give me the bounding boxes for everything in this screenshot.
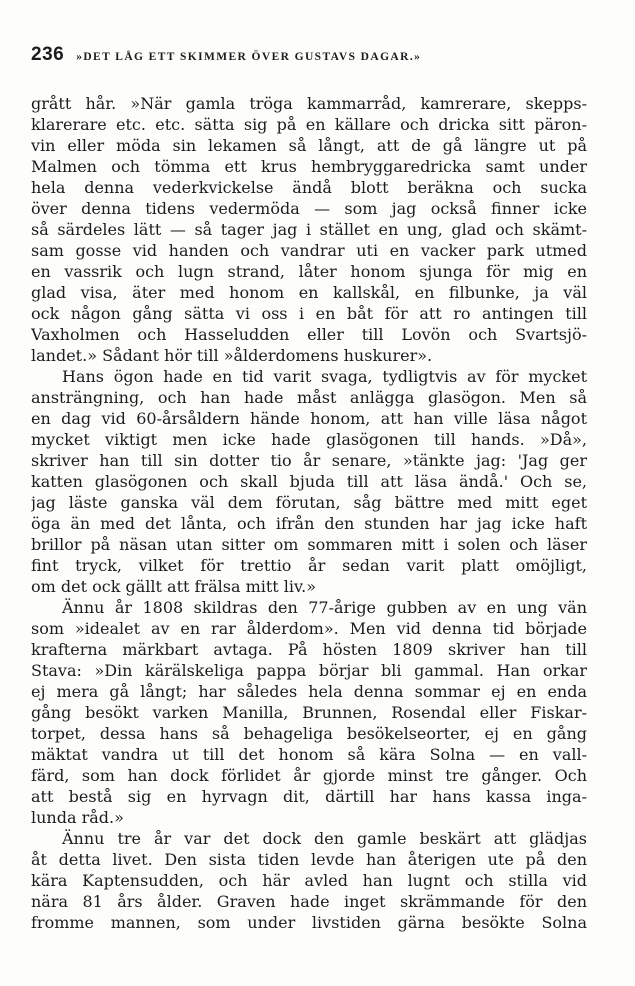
- text-line: att bestå sig en hyrvagn dit, därtill har hans kassa inga-: [31, 787, 587, 806]
- running-title: »DET LÅG ETT SKIMMER ÖVER GUSTAVS DAGAR.»: [76, 51, 422, 63]
- text-line: nära 81 års ålder. Graven hade inget skrämmande för den: [31, 892, 587, 911]
- text-line: ej mera gå långt; har således hela denna sommar ej en enda: [31, 682, 587, 701]
- text-line: mäktat vandra ut till det honom så kära Solna — en vall-: [31, 745, 587, 764]
- text-line: fromme mannen, som under livstiden gärna besökte Solna: [31, 913, 587, 932]
- text-line: öga än med det lånta, och ifrån den stunden har jag icke haft: [31, 514, 587, 533]
- text-line: skriver han till sin dotter tio år senare, »tänkte jag: 'Jag ger: [31, 451, 587, 470]
- text-line: en vassrik och lugn strand, låter honom sjunga för mig en: [31, 262, 587, 281]
- text-line: glad visa, äter med honom en kallskål, en filbunke, ja väl: [31, 283, 587, 302]
- text-line: hela denna vederkvickelse ändå blott beräkna och sucka: [31, 178, 587, 197]
- text-line: landet.» Sådant hör till »ålderdomens huskurer».: [31, 346, 433, 365]
- body-text: [31, 93, 587, 933]
- page-number: 236: [31, 44, 65, 65]
- text-line: Ännu år 1808 skildras den 77-årige gubben av en ung vän: [62, 598, 587, 617]
- text-line: Stava: »Din kärälskeliga pappa börjar bli gammal. Han orkar: [31, 661, 587, 680]
- text-line: om det ock gällt att frälsa mitt liv.»: [31, 577, 317, 596]
- text-line: över denna tidens vedermöda — som jag också finner icke: [31, 199, 587, 218]
- text-line: som »idealet av en rar ålderdom». Men vid denna tid började: [31, 619, 587, 638]
- text-line: Hans ögon hade en tid varit svaga, tydligtvis av för mycket: [62, 367, 587, 386]
- text-line: jag läste ganska väl dem förutan, såg bättre med mitt eget: [31, 493, 587, 512]
- text-line: brillor på näsan utan sitter om sommaren mitt i solen och läser: [31, 535, 587, 554]
- text-line: åt detta livet. Den sista tiden levde han återigen ute på den: [31, 850, 587, 869]
- text-line: krafterna märkbart avtaga. På hösten 1809 skriver han till: [31, 640, 587, 659]
- text-line: ansträngning, och han hade måst anlägga glasögon. Men så: [31, 388, 587, 407]
- text-line: en dag vid 60-årsåldern hände honom, att han ville läsa något: [31, 409, 587, 428]
- text-line: kära Kaptensudden, och här avled han lugnt och stilla vid: [31, 871, 587, 890]
- text-line: fint tryck, vilket för trettio år sedan varit platt omöjligt,: [31, 556, 587, 575]
- text-line: mycket viktigt men icke hade glasögonen till hands. »Då»,: [31, 430, 587, 449]
- text-line: grått hår. »När gamla tröga kammarråd, kamrerare, skepps-: [31, 94, 587, 113]
- text-line: ock någon gång sätta vi oss i en båt för att ro antingen till: [31, 304, 587, 323]
- text-line: Vaxholmen och Hasseludden eller till Lovön och Svartsjö-: [31, 325, 587, 344]
- text-line: torpet, dessa hans så behageliga besökelseorter, ej en gång: [31, 724, 587, 743]
- text-line: klarerare etc. etc. sätta sig på en källare och dricka sitt päron-: [31, 115, 587, 134]
- running-header: [31, 44, 591, 74]
- text-line: gång besökt varken Manilla, Brunnen, Rosendal eller Fiskar-: [31, 703, 587, 722]
- text-line: sam gosse vid handen och vandrar uti en vacker park utmed: [31, 241, 587, 260]
- text-line: vin eller möda sin lekamen så långt, att de gå längre ut på: [31, 136, 587, 155]
- text-line: så särdeles lätt — så tager jag i stället en ung, glad och skämt-: [31, 220, 587, 239]
- text-line: färd, som han dock förlidet år gjorde minst tre gånger. Och: [31, 766, 587, 785]
- text-line: katten glasögonen och skall bjuda till att läsa ändå.' Och se,: [31, 472, 587, 491]
- text-line: Malmen och tömma ett krus hembryggaredricka samt under: [31, 157, 587, 176]
- text-line: lunda råd.»: [31, 808, 124, 827]
- text-line: Ännu tre år var det dock den gamle beskärt att glädjas: [62, 829, 587, 848]
